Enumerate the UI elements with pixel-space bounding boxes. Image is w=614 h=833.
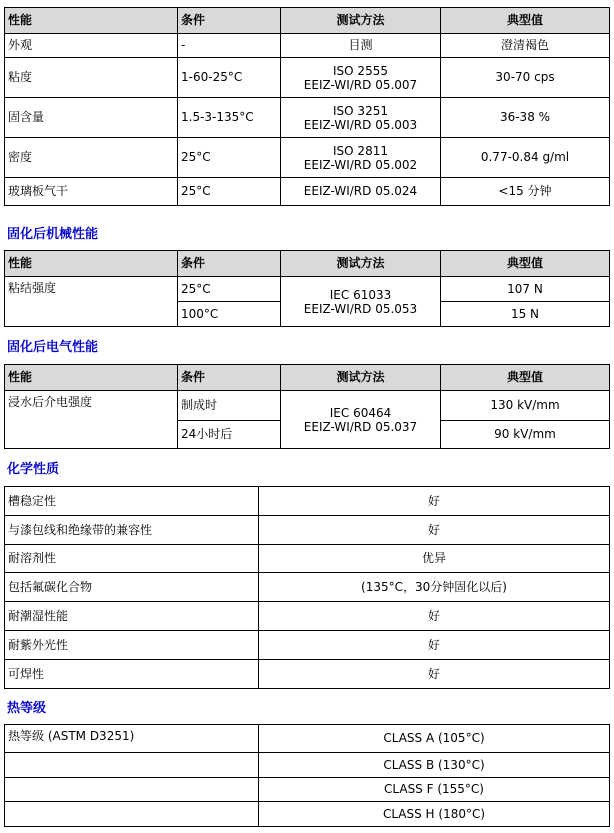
table-row (5, 98, 610, 138)
table-row (5, 178, 610, 206)
row-property: 玻璃板气干 (5, 178, 178, 206)
table-row (5, 34, 610, 58)
row-value: 好 (259, 487, 610, 516)
table-row (5, 602, 610, 631)
row-property: 粘度 (5, 58, 178, 98)
row-property: 固含量 (5, 98, 178, 138)
header-typical-value: 典型值 (441, 365, 610, 391)
thermal-class-value: CLASS A (105°C) (259, 725, 610, 753)
row-condition: 1.5-3-135°C (178, 98, 281, 138)
header-typical-value: 典型值 (441, 8, 610, 34)
row-value: 90 kV/mm (441, 421, 610, 449)
method-internal: EEIZ-WI/RD 05.037 (303, 419, 418, 434)
header-method: 测试方法 (281, 8, 441, 34)
section-title-chemical: 化学性质 (7, 462, 60, 477)
row-value: 好 (259, 602, 610, 631)
row-method (281, 58, 441, 98)
thermal-class-value: CLASS H (180°C) (259, 802, 610, 827)
row-label: 与漆包线和绝缘带的兼容性 (5, 516, 259, 545)
row-label: 可焊性 (5, 660, 259, 689)
method-internal: EEIZ-WI/RD 05.053 (303, 301, 418, 316)
table-row (5, 778, 610, 802)
header-condition: 条件 (178, 8, 281, 34)
header-property: 性能 (5, 365, 178, 391)
table-row (5, 802, 610, 827)
header-property: 性能 (5, 8, 178, 34)
row-label: 包括氟碳化合物 (5, 573, 259, 602)
row-value: 30-70 cps (441, 58, 610, 98)
table-row (5, 545, 610, 573)
row-value: 好 (259, 516, 610, 545)
row-property: 粘结强度 (5, 277, 178, 327)
method-internal: EEIZ-WI/RD 05.007 (303, 77, 418, 92)
row-value: 优异 (259, 545, 610, 573)
row-value: 澄清褐色 (441, 34, 610, 58)
table-row (5, 487, 610, 516)
row-value: 好 (259, 660, 610, 689)
header-method: 测试方法 (281, 251, 441, 277)
table-row (5, 516, 610, 545)
table-row (5, 391, 610, 421)
table-row (5, 138, 610, 178)
row-condition: 25°C (178, 178, 281, 206)
section-title-electrical: 固化后电气性能 (7, 340, 99, 355)
row-label: 热等级 (ASTM D3251) (5, 725, 259, 753)
row-method (281, 391, 441, 449)
row-condition: 24小时后 (178, 421, 281, 449)
row-property: 外观 (5, 34, 178, 58)
header-typical-value: 典型值 (441, 251, 610, 277)
thermal-class-value: CLASS F (155°C) (259, 778, 610, 802)
row-label-empty (5, 753, 259, 778)
row-property: 密度 (5, 138, 178, 178)
table-header-row (5, 8, 610, 34)
row-method (281, 277, 441, 327)
row-value: 107 N (441, 277, 610, 302)
row-value: 好 (259, 631, 610, 660)
row-condition: 制成时 (178, 391, 281, 421)
table-row (5, 725, 610, 753)
method-internal: EEIZ-WI/RD 05.003 (303, 117, 418, 132)
row-value: 15 N (441, 302, 610, 327)
chemical-table (4, 486, 610, 689)
row-method (281, 98, 441, 138)
row-label: 耐溶剂性 (5, 545, 259, 573)
table-header-row (5, 251, 610, 277)
header-property: 性能 (5, 251, 178, 277)
row-value: <15 分钟 (441, 178, 610, 206)
header-method: 测试方法 (281, 365, 441, 391)
electrical-table (4, 364, 610, 449)
row-condition: - (178, 34, 281, 58)
table-row (5, 573, 610, 602)
row-property: 浸水后介电强度 (5, 391, 178, 449)
mechanical-table (4, 250, 610, 327)
row-label: 槽稳定性 (5, 487, 259, 516)
method-standard: ISO 2555 (333, 63, 388, 78)
thermal-class-table (4, 724, 610, 827)
row-method: EEIZ-WI/RD 05.024 (281, 178, 441, 206)
row-value: 0.77-0.84 g/ml (441, 138, 610, 178)
header-condition: 条件 (178, 251, 281, 277)
row-value: (135°C，30分钟固化以后) (259, 573, 610, 602)
row-method: 目测 (281, 34, 441, 58)
section-title-thermal-class: 热等级 (7, 701, 47, 716)
row-label-empty (5, 778, 259, 802)
row-condition: 1-60-25°C (178, 58, 281, 98)
method-standard: ISO 3251 (333, 103, 388, 118)
method-standard: ISO 2811 (333, 143, 388, 158)
row-condition: 100°C (178, 302, 281, 327)
row-label: 耐紫外光性 (5, 631, 259, 660)
table-header-row (5, 365, 610, 391)
properties-table (4, 7, 610, 206)
table-row (5, 58, 610, 98)
row-condition: 25°C (178, 138, 281, 178)
row-label: 耐潮湿性能 (5, 602, 259, 631)
row-value: 130 kV/mm (441, 391, 610, 421)
table-row (5, 660, 610, 689)
row-value: 36-38 % (441, 98, 610, 138)
table-row (5, 753, 610, 778)
table-row (5, 631, 610, 660)
table-row (5, 277, 610, 302)
row-method (281, 138, 441, 178)
row-label-empty (5, 802, 259, 827)
section-title-mechanical: 固化后机械性能 (7, 227, 99, 242)
method-standard: IEC 61033 (329, 287, 392, 302)
header-condition: 条件 (178, 365, 281, 391)
thermal-class-value: CLASS B (130°C) (259, 753, 610, 778)
method-internal: EEIZ-WI/RD 05.002 (303, 157, 418, 172)
row-condition: 25°C (178, 277, 281, 302)
method-standard: IEC 60464 (329, 405, 392, 420)
